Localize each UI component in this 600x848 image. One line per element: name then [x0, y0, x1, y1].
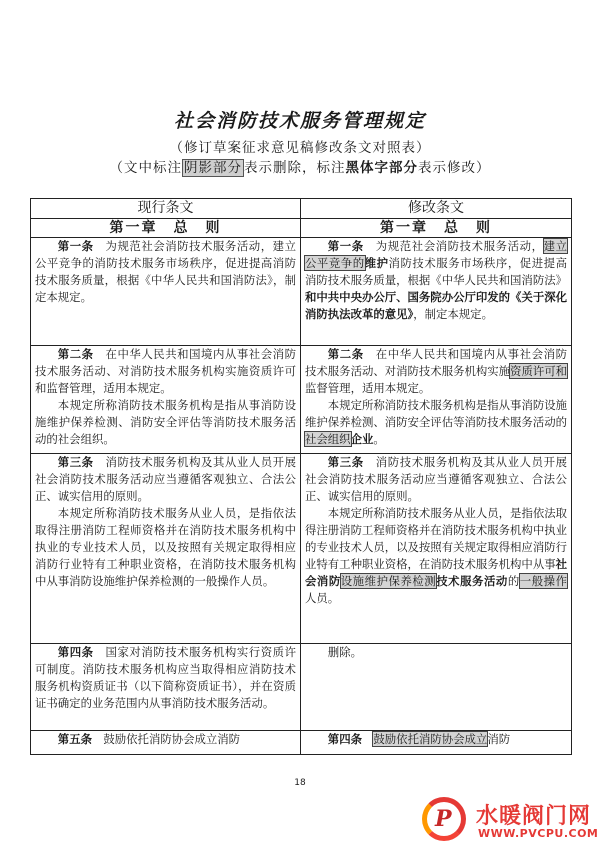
article-2-current [31, 346, 301, 454]
legend-prefix: （文中标注 [109, 160, 182, 176]
logo-url: WWW.PVCPU.COM [478, 827, 599, 840]
article-text: 为规范社会消防技术服务活动，建立公平竞争的消防技术服务市场秩序，促进提高消防技术服务质量，根据《中华人民共和国消防法》，制定本规定。 [35, 239, 296, 304]
site-watermark-logo [418, 795, 598, 847]
chapter-row [31, 219, 572, 238]
article-label: 第一条 [57, 239, 94, 253]
article-text: 本规定所称消防技术服务从业人员，是指依法取得注册消防工程师资格并在消防技术服务机构中执业的专业技术人员，以及按照有关规定取得相应消防行业特有工种职业资格，在消防技术服务机构中从事 [305, 506, 568, 571]
inserted-text: 技术服务活动 [436, 574, 508, 588]
article-text: 为规范社会消防技术服务活动， [363, 239, 544, 253]
article-3-revised [301, 454, 572, 644]
inserted-text: 和中共中央办公厅、国务院办公厅印发的《关于深化消防执法改革的意见》 [305, 290, 567, 321]
legend-bold-sample: 黑体字部分 [345, 160, 418, 176]
article-3-current [31, 454, 301, 644]
logo-letter: P [435, 806, 452, 832]
table-row [31, 731, 572, 755]
column-header-current: 现行条文 [31, 199, 301, 219]
article-1-revised [301, 238, 572, 346]
inserted-text: 维护 [364, 256, 389, 270]
article-label: 第四条 [327, 732, 362, 746]
article-text: 监督管理，适用本规定。 [305, 381, 431, 395]
document-title: 社会消防技术服务管理规定 [173, 110, 426, 132]
article-5-current [31, 731, 301, 755]
article-4-new-revised [301, 731, 572, 755]
article-label: 第五条 [57, 732, 92, 746]
article-text: 消防 [487, 732, 511, 746]
article-label: 第三条 [57, 455, 94, 469]
article-text: 的 [507, 574, 520, 588]
table-row [31, 644, 572, 731]
legend-suffix: 表示修改） [418, 160, 491, 176]
article-2-revised [301, 346, 572, 454]
article-label: 第二条 [327, 347, 364, 361]
article-4-revised [301, 644, 572, 731]
deleted-text: 鼓励依托消防协会成立 [373, 732, 488, 746]
table-header-row [31, 199, 572, 219]
logo-site-name: 水暖阀门网 [476, 804, 592, 829]
article-text: 消防技术服务市场秩序，促进提高消防技术服务质量，根据《中华人民共和国消防法》 [305, 256, 567, 287]
article-text: 人员。 [305, 591, 340, 605]
column-header-revised: 修改条文 [301, 199, 572, 219]
logo-icon [422, 797, 466, 841]
table-row [31, 346, 572, 454]
legend-mid: 表示删除，标注 [244, 160, 346, 176]
page-number: 18 [294, 778, 306, 788]
deleted-text: 资质许可和 [510, 364, 568, 378]
legend-note [0, 156, 600, 176]
deleted-text: 社会组织 [305, 432, 351, 446]
article-paragraph: 本规定所称消防技术服务从业人员，是指依法取得注册消防工程师资格并在消防技术服务机构中执业的专业技术人员，以及按照有关规定取得相应消防行业特有工种职业资格，在消防技术服务机构中从事消防设施维护保养检测的一般操作人员。 [35, 506, 296, 588]
article-text: 。 [373, 432, 385, 446]
article-text: 在中华人民共和国境内从事社会消防技术服务活动、对消防技术服务机构实施资质许可和监督管理，适用本规定。 [35, 347, 296, 395]
article-1-current [31, 238, 301, 346]
article-text: 鼓励依托消防协会成立消防 [91, 732, 241, 746]
article-text: 在中华人民共和国境内从事社会消防技术服务活动、对消防技术服务机构实施 [305, 347, 567, 378]
table-row [31, 454, 572, 644]
article-text: ，制定本规定。 [413, 307, 493, 321]
deleted-text: 一般操作 [519, 574, 567, 588]
deleted-text: 设施维护保养检测 [340, 574, 437, 588]
article-label: 第二条 [57, 347, 94, 361]
comparison-table [30, 198, 572, 755]
article-text: 消防技术服务机构及其从业人员开展社会消防技术服务活动应当遵循客观独立、合法公正、诚实信用的原则。 [35, 455, 296, 503]
article-label: 第四条 [57, 645, 94, 659]
article-label: 第一条 [327, 239, 364, 253]
table-row [31, 238, 572, 346]
chapter-title-current: 第一章 总 则 [31, 219, 301, 238]
chapter-title-revised: 第一章 总 则 [301, 219, 572, 238]
article-text: 本规定所称消防技术服务机构是指从事消防设施维护保养检测、消防安全评估等消防技术服务活动的 [305, 398, 568, 429]
deleted-text: 建立公平竞争的 [305, 239, 567, 270]
article-text: 消防技术服务机构及其从业人员开展社会消防技术服务活动应当遵循客观独立、合法公正、诚实信用的原则。 [305, 455, 567, 503]
inserted-text: 社会消防 [305, 557, 568, 588]
article-deleted-note: 删除。 [327, 645, 362, 659]
article-4-current [31, 644, 301, 731]
inserted-text: 企业 [350, 432, 374, 446]
article-paragraph: 本规定所称消防技术服务机构是指从事消防设施维护保养检测、消防安全评估等消防技术服务活动的社会组织。 [35, 398, 296, 446]
legend-shade-sample: 阴影部分 [184, 160, 242, 176]
article-text: 国家对消防技术服务机构实行资质许可制度。消防技术服务机构应当取得相应消防技术服务机构资质证书（以下简称资质证书），并在资质证书确定的业务范围内从事消防技术服务活动。 [35, 645, 296, 710]
document-subtitle: （修订草案征求意见稿修改条文对照表） [169, 140, 431, 156]
article-label: 第三条 [327, 455, 364, 469]
